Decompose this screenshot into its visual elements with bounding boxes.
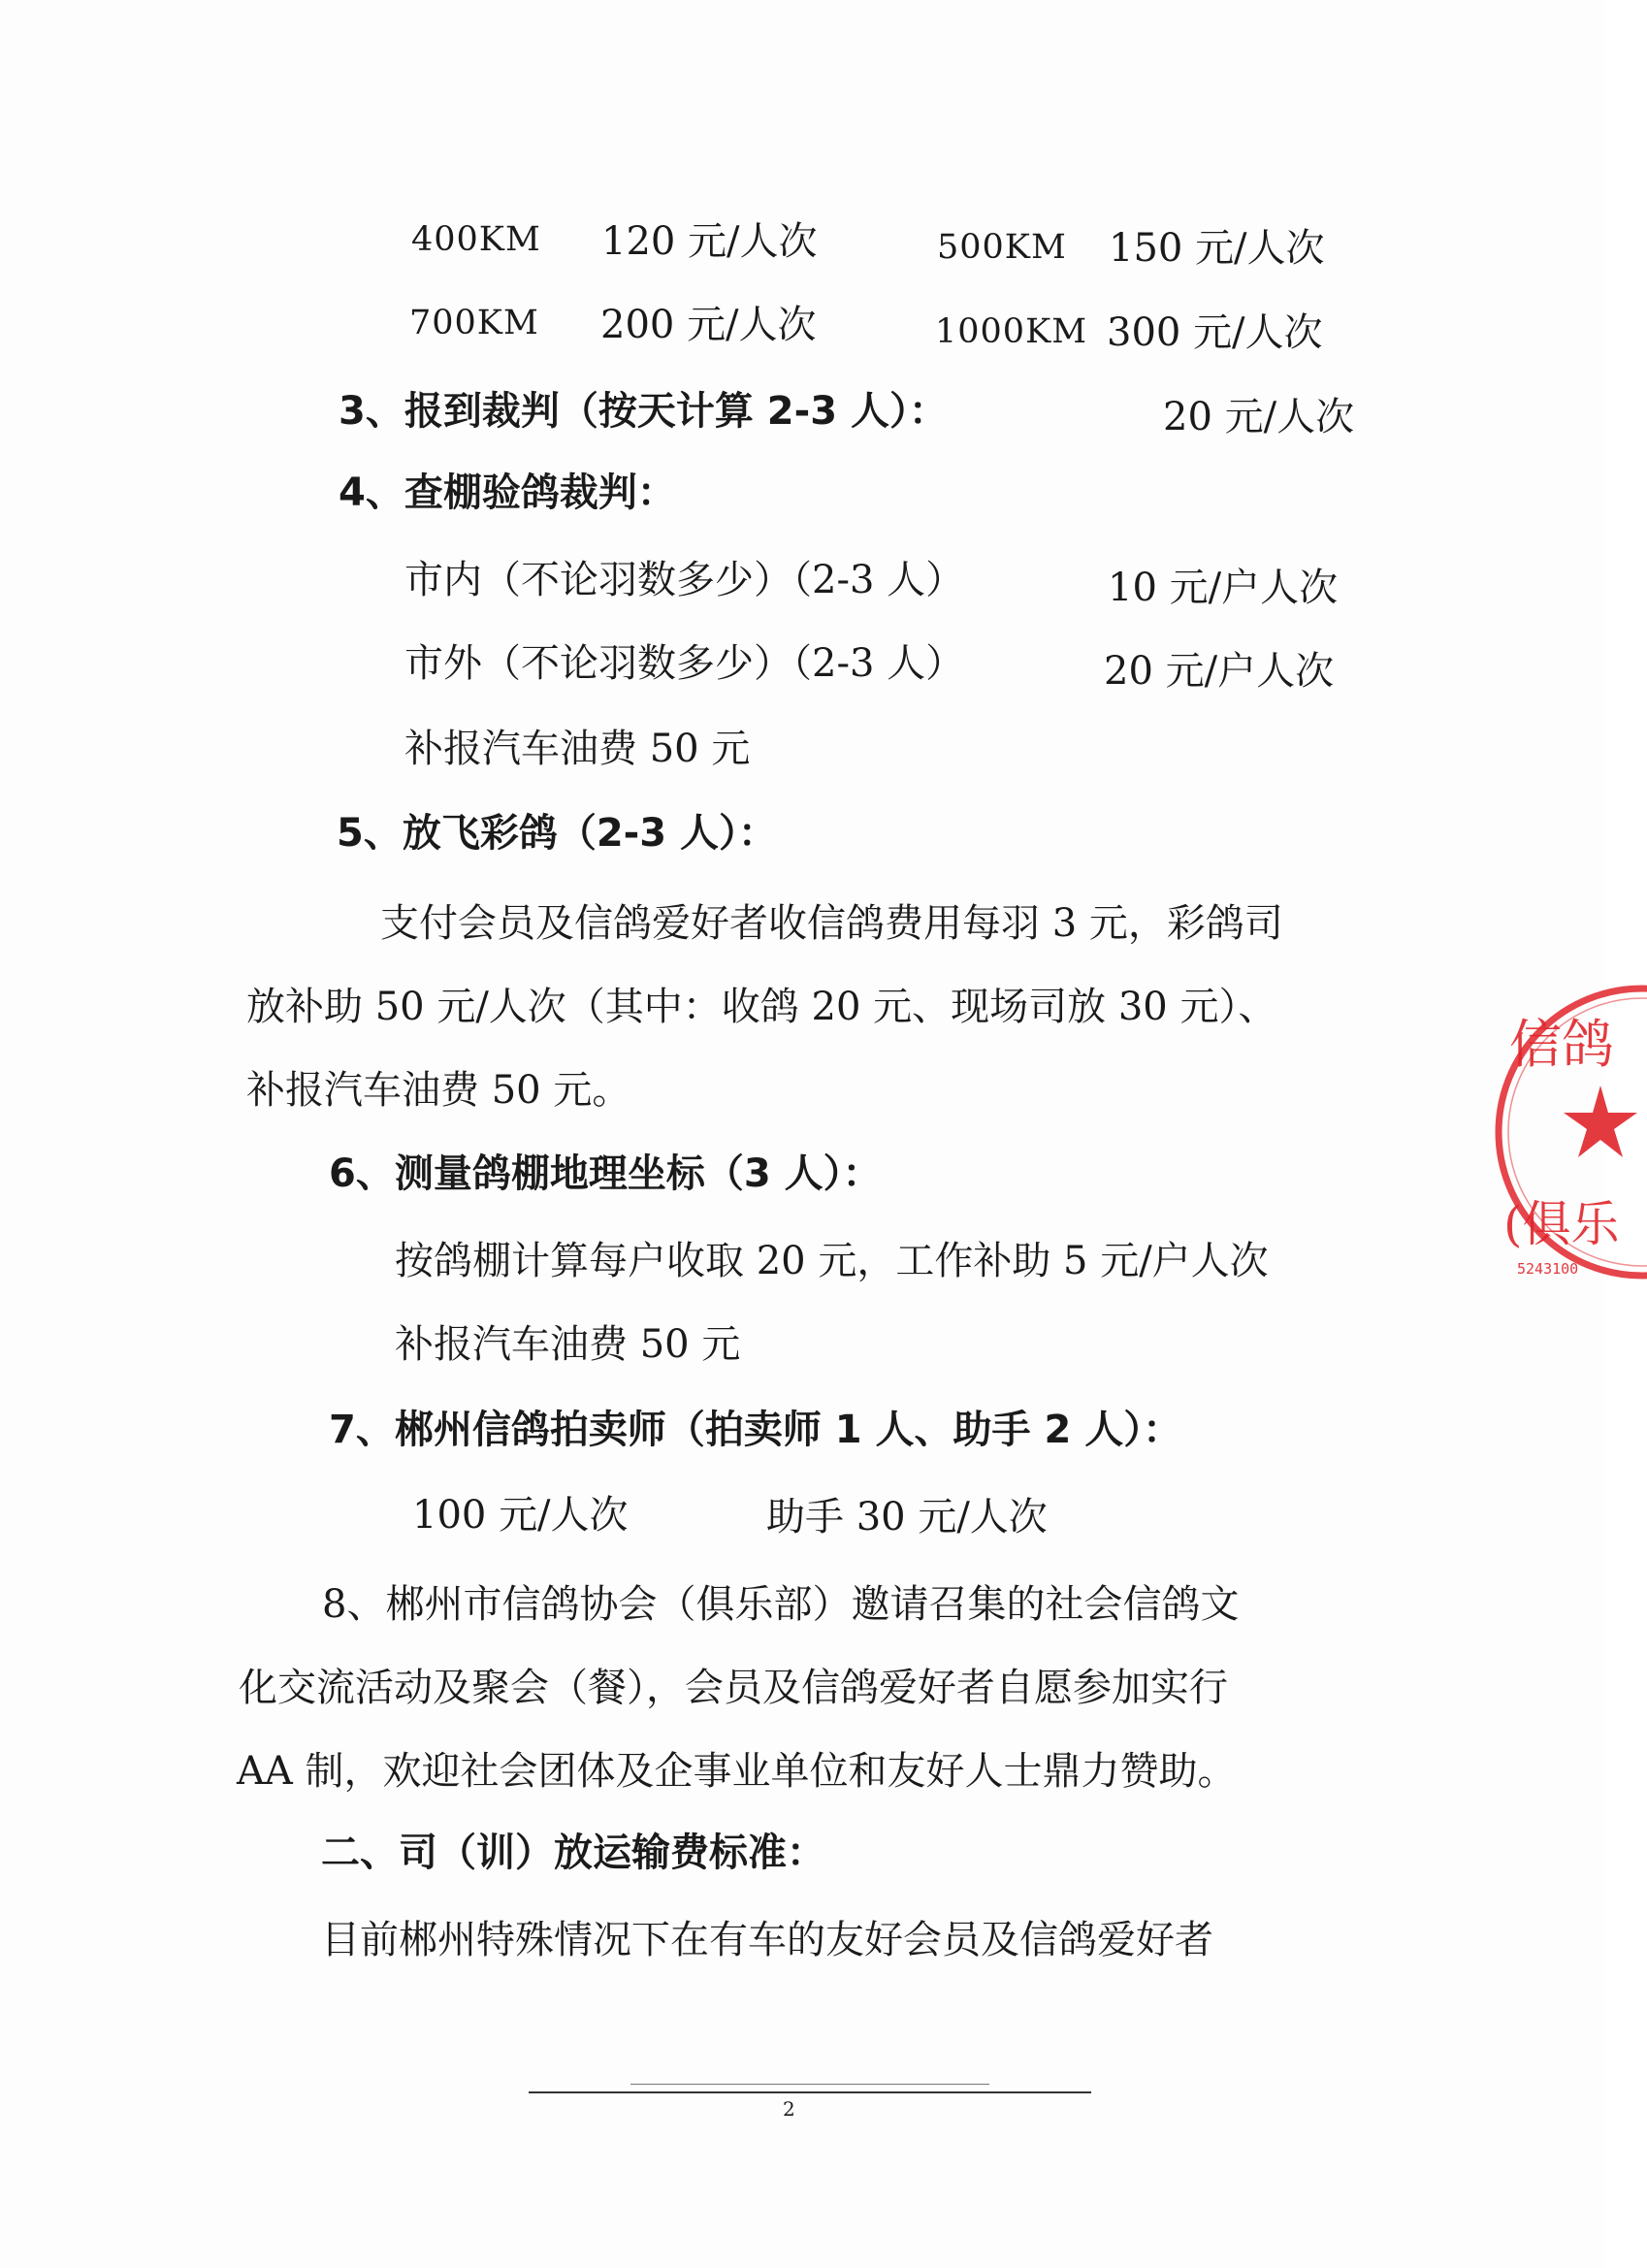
item-5-paragraph-line: 支付会员及信鸽爱好者收信鸽费用每羽 3 元，彩鸽司	[380, 901, 1283, 946]
item-4-fuel-note: 补报汽车油费 50 元	[404, 727, 751, 771]
item-4-line-inner-city: 市内（不论羽数多少）（2-3 人）	[404, 558, 965, 602]
rate-price: 150 元/人次	[1109, 226, 1325, 271]
item-5-heading: 5、放飞彩鸽（2-3 人）：	[337, 811, 778, 856]
item-4-price-inner-city: 10 元/户人次	[1108, 566, 1339, 610]
rate-distance: 500KM	[937, 228, 1067, 267]
item-7-heading: 7、郴州信鸽拍卖师（拍卖师 1 人、助手 2 人）：	[329, 1408, 1182, 1452]
item-7-price-auctioneer: 100 元/人次	[412, 1493, 629, 1538]
item-5-paragraph-line: 放补助 50 元/人次（其中：收鸽 20 元、现场司放 30 元）、	[246, 985, 1277, 1029]
item-8-paragraph-line: 8、郴州市信鸽协会（俱乐部）邀请召集的社会信鸽文	[322, 1582, 1240, 1627]
item-5-paragraph-line: 补报汽车油费 50 元。	[246, 1068, 631, 1113]
section-2-heading: 二、司（训）放运输费标准：	[321, 1831, 825, 1875]
seal-stamp-graphic	[1492, 977, 1647, 1297]
rate-price: 300 元/人次	[1107, 310, 1323, 355]
rate-price: 200 元/人次	[600, 303, 817, 347]
item-6-heading: 6、测量鸽棚地理坐标（3 人）：	[329, 1151, 882, 1196]
rate-price: 120 元/人次	[601, 219, 818, 264]
item-7-price-assistant: 助手 30 元/人次	[766, 1495, 1048, 1539]
rate-distance: 400KM	[411, 220, 541, 259]
item-4-price-outer-city: 20 元/户人次	[1104, 649, 1335, 694]
rate-distance: 700KM	[409, 304, 539, 342]
seal-stamp	[1492, 977, 1620, 1297]
footer-rule-thin	[630, 2084, 989, 2085]
item-4-line-outer-city: 市外（不论羽数多少）（2-3 人）	[404, 641, 965, 686]
page-number: 2	[783, 2097, 795, 2121]
svg-text:5243100: 5243100	[1517, 1260, 1579, 1278]
item-6-fuel-note: 补报汽车油费 50 元	[395, 1322, 741, 1367]
rate-distance: 1000KM	[935, 312, 1088, 351]
svg-text:(俱乐: (俱乐	[1503, 1196, 1620, 1252]
item-6-line: 按鸽棚计算每户收取 20 元，工作补助 5 元/户人次	[395, 1239, 1269, 1283]
item-8-paragraph-line: AA 制，欢迎社会团体及企事业单位和友好人士鼎力赞助。	[237, 1749, 1237, 1794]
svg-text:信鸽: 信鸽	[1509, 1014, 1614, 1075]
section-2-line: 目前郴州特殊情况下在有车的友好会员及信鸽爱好者	[321, 1918, 1213, 1962]
item-4-heading: 4、查棚验鸽裁判：	[339, 470, 676, 515]
item-8-paragraph-line: 化交流活动及聚会（餐），会员及信鸽爱好者自愿参加实行	[239, 1666, 1228, 1710]
item-3-heading: 3、报到裁判（按天计算 2-3 人）：	[339, 389, 948, 434]
item-3-price: 20 元/人次	[1163, 395, 1355, 439]
footer-rule	[529, 2091, 1091, 2093]
